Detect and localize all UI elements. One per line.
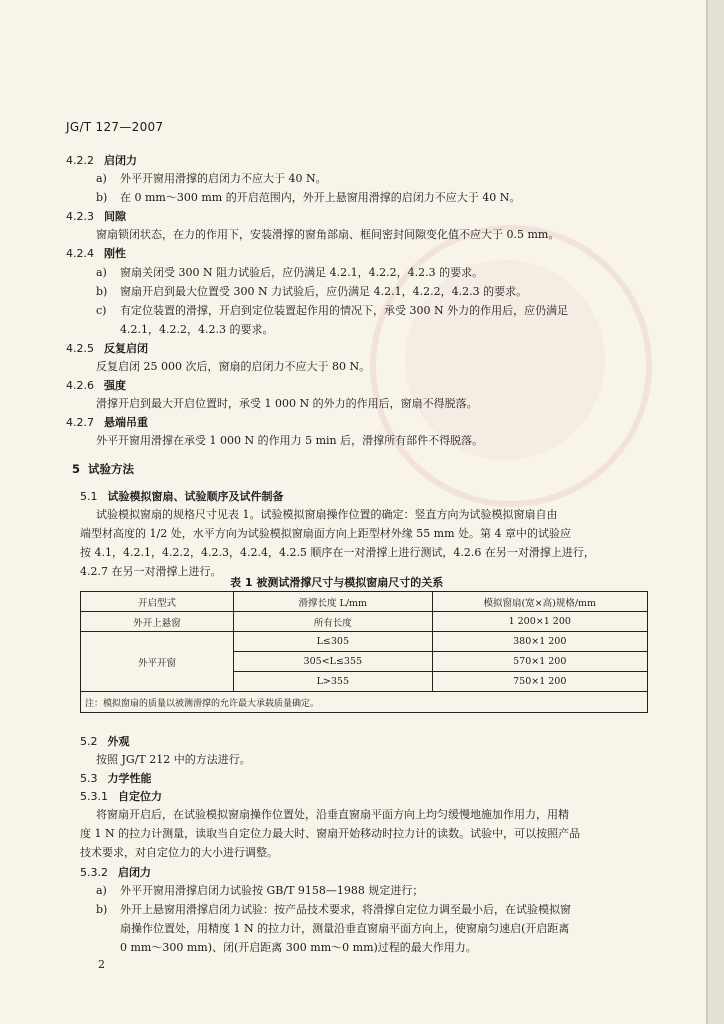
section-heading-4-2-7	[66, 414, 148, 430]
paragraph-line: 按 4.1，4.2.1，4.2.2，4.2.3，4.2.4，4.2.5 顺序在一对滑撑上进行测试，4.2.6 在另一对滑撑上进行，	[80, 546, 595, 559]
page-number: 2	[98, 958, 105, 971]
section-heading-5-3-2	[80, 864, 151, 880]
section-number: 5.3.2	[80, 866, 108, 879]
table-row	[81, 612, 648, 632]
section-heading-5-2	[80, 733, 130, 749]
section-heading-5-1	[80, 488, 284, 504]
table-note: 注：模拟窗扇的质量以被测滑撑的允许最大承载质量确定。	[81, 692, 648, 713]
list-item	[96, 882, 423, 898]
list-item	[96, 170, 327, 186]
chapter-heading-5	[72, 461, 134, 477]
list-item-continuation: 4.2.1，4.2.2，4.2.3 的要求。	[120, 323, 274, 336]
table-1	[80, 591, 648, 713]
table-cell: 380×1 200	[432, 632, 647, 652]
table-cell: L≤305	[234, 632, 432, 652]
section-number: 4.2.2	[66, 154, 94, 167]
table-header-cell: 滑撑长度 L/mm	[234, 592, 432, 612]
section-number: 4.2.7	[66, 416, 94, 429]
item-marker: a)	[96, 884, 107, 897]
section-title: 强度	[104, 379, 126, 392]
item-text: 外平开窗用滑撑启闭力试验按 GB/T 9158—1988 规定进行；	[120, 884, 424, 897]
table-cell: 750×1 200	[432, 672, 647, 692]
list-item	[96, 283, 527, 299]
section-number: 4.2.4	[66, 247, 94, 260]
table-cell-merged: 外平开窗	[81, 632, 234, 692]
table-note-row	[81, 692, 648, 713]
paragraph-line: 技术要求，对自定位力的大小进行调整。	[80, 846, 278, 859]
table-cell: L>355	[234, 672, 432, 692]
section-title: 悬端吊重	[104, 416, 148, 429]
paragraph-line: 将窗扇开启后，在试验模拟窗扇操作位置处，沿垂直窗扇平面方向上均匀缓慢地施加作用力，用精	[96, 808, 569, 821]
table-cell: 外开上悬窗	[81, 612, 234, 632]
table-header-cell: 开启型式	[81, 592, 234, 612]
item-text: 窗扇开启到最大位置受 300 N 力试验后，应仍满足 4.2.1，4.2.2，4.2.3 的要求。	[120, 285, 528, 298]
paragraph-line: 度 1 N 的拉力计测量，读取当自定位力最大时、窗扇开始移动时拉力计的读数。试验中，可以按照产品	[80, 827, 581, 840]
section-heading-4-2-5	[66, 340, 148, 356]
section-number: 5.2	[80, 735, 98, 748]
section-number: 4.2.5	[66, 342, 94, 355]
section-heading-4-2-2	[66, 152, 137, 168]
section-heading-4-2-6	[66, 377, 126, 393]
table-cell: 305<L≤355	[234, 652, 432, 672]
table-caption: 表 1 被测试滑撑尺寸与模拟窗扇尺寸的关系	[230, 576, 444, 589]
section-title: 外观	[107, 735, 130, 748]
list-item-continuation: 0 mm～300 mm)、闭(开启距离 300 mm～0 mm)过程的最大作用力。	[120, 941, 477, 954]
table-header-cell: 模拟窗扇(宽×高)规格/mm	[432, 592, 647, 612]
item-text: 外开上悬窗用滑撑启闭力试验：按产品技术要求，将滑撑自定位力调至最小后，在试验模拟窗	[120, 903, 571, 916]
table-row	[81, 632, 648, 652]
section-title: 力学性能	[107, 772, 152, 785]
section-title: 启闭力	[118, 866, 151, 879]
paragraph-line: 4.2.7 在另一对滑撑上进行。	[80, 565, 222, 578]
section-title: 反复启闭	[104, 342, 148, 355]
item-marker: a)	[96, 266, 107, 279]
item-text: 有定位装置的滑撑，开启到定位装置起作用的情况下，承受 300 N 外力的作用后，应仍满足	[120, 304, 569, 317]
item-marker: a)	[96, 172, 107, 185]
page-edge	[708, 0, 724, 1024]
section-title: 刚性	[104, 247, 126, 260]
section-title: 试验模拟窗扇、试验顺序及试件制备	[107, 490, 284, 503]
section-number: 5.3.1	[80, 790, 108, 803]
chapter-title: 试验方法	[88, 462, 135, 476]
item-marker: b)	[96, 191, 108, 204]
paragraph: 按照 JG/T 212 中的方法进行。	[96, 753, 251, 766]
section-title: 自定位力	[118, 790, 162, 803]
table-cell: 570×1 200	[432, 652, 647, 672]
item-marker: c)	[96, 304, 107, 317]
list-item	[96, 189, 520, 205]
paragraph-line: 端型材高度的 1/2 处，水平方向为试验模拟窗扇面方向上距型材外缘 55 mm 处。第 4 章中的试验应	[80, 527, 572, 540]
item-marker: b)	[96, 285, 108, 298]
section-number: 4.2.6	[66, 379, 94, 392]
list-item	[96, 901, 571, 917]
table-header-row	[81, 592, 648, 612]
table-cell: 所有长度	[234, 612, 432, 632]
table-cell: 1 200×1 200	[432, 612, 647, 632]
section-heading-4-2-4	[66, 245, 126, 261]
paragraph-line: 试验模拟窗扇的规格尺寸见表 1。试验模拟窗扇操作位置的确定：竖直方向为试验模拟窗扇自由	[96, 508, 558, 521]
section-title: 启闭力	[104, 154, 137, 167]
section-number: 4.2.3	[66, 210, 94, 223]
list-item-continuation: 扇操作位置处，用精度 1 N 的拉力计，测量沿垂直窗扇平面方向上，使窗扇匀速启(开启距离	[120, 922, 570, 935]
list-item	[96, 264, 483, 280]
list-item	[96, 302, 568, 318]
section-heading-5-3	[80, 770, 152, 786]
paragraph: 滑撑开启到最大开启位置时，承受 1 000 N 的外力的作用后，窗扇不得脱落。	[96, 397, 478, 410]
item-text: 外平开窗用滑撑的启闭力不应大于 40 N。	[120, 172, 327, 185]
standard-code: JG/T 127—2007	[66, 120, 164, 134]
section-heading-4-2-3	[66, 208, 126, 224]
section-number: 5.1	[80, 490, 98, 503]
item-text: 窗扇关闭受 300 N 阻力试验后，应仍满足 4.2.1，4.2.2，4.2.3 的要求。	[120, 266, 484, 279]
section-heading-5-3-1	[80, 788, 162, 804]
section-number: 5.3	[80, 772, 98, 785]
item-marker: b)	[96, 903, 108, 916]
chapter-number: 5	[72, 462, 81, 476]
paragraph: 窗扇锁闭状态，在力的作用下，安装滑撑的窗角部扇、框间密封间隙变化值不应大于 0.5 mm。	[96, 228, 560, 241]
item-text: 在 0 mm～300 mm 的开启范围内，外开上悬窗用滑撑的启闭力不应大于 40 N。	[120, 191, 521, 204]
paragraph: 反复启闭 25 000 次后，窗扇的启闭力不应大于 80 N。	[96, 360, 371, 373]
section-title: 间隙	[104, 210, 126, 223]
paragraph: 外平开窗用滑撑在承受 1 000 N 的作用力 5 min 后，滑撑所有部件不得脱落。	[96, 434, 484, 447]
